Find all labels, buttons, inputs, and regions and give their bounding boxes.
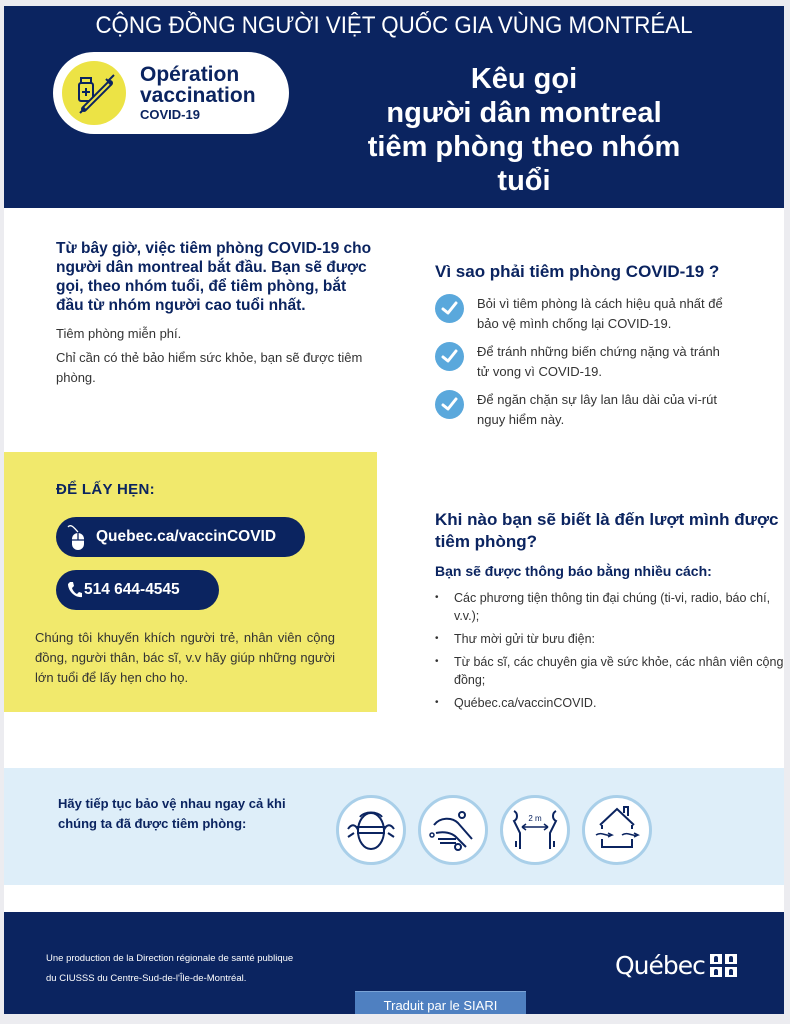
when-subtitle: Bạn sẽ được thông báo bằng nhiều cách: <box>435 563 712 579</box>
when-title: Khi nào bạn sẽ biết là đến lượt mình được tiêm phòng? <box>435 510 779 551</box>
phone-number: 514 644-4545 <box>84 581 180 598</box>
headline-line: người dân montreal <box>386 97 662 129</box>
why-section <box>435 260 735 438</box>
fleur-icon <box>725 954 737 964</box>
poster-page <box>4 6 784 1014</box>
why-item <box>435 294 735 334</box>
hand-washing-icon <box>418 795 488 865</box>
footer <box>4 912 784 1014</box>
checkmark-icon <box>435 390 464 419</box>
headline-line: tiêm phòng theo nhóm <box>367 131 681 163</box>
headline-line: tuổi <box>497 165 551 197</box>
header-banner <box>4 6 784 208</box>
when-section <box>435 509 784 717</box>
intro-lead: Từ bây giờ, việc tiêm phòng COVID-19 cho người dân montreal bắt đầu. Bạn sẽ được gọi, theo nhóm tuổi, để tiêm phòng, bắt đầu từ nhóm người cao tuổi nhất. <box>56 240 372 314</box>
fleur-icon <box>710 967 722 977</box>
vaccine-vial-syringe-icon <box>62 61 126 125</box>
mouse-icon <box>66 523 90 551</box>
siari-translation-button[interactable]: Traduit par le SIARI <box>355 991 526 1014</box>
headline <box>319 62 729 198</box>
protection-text: Hãy tiếp tục bảo vệ nhau ngay cả khi chúng ta đã được tiêm phòng: <box>58 796 286 831</box>
why-item-text: Để tránh những biến chứng nặng và tránh tử vong vì COVID-19. <box>477 344 720 379</box>
why-item-text: Bỏi vì tiêm phòng là cách hiệu quả nhất để bảo vệ mình chống lại COVID-19. <box>477 296 723 331</box>
why-list <box>435 294 735 430</box>
notification-item: • Từ bác sĩ, các chuyên gia về sức khỏe, các nhân viên cộng đồng; <box>435 653 784 689</box>
why-title: Vì sao phải tiêm phòng COVID-19 ? <box>435 262 720 281</box>
help-elders-note: Chúng tôi khuyến khích người trẻ, nhân viên cộng đồng, người thân, bác sĩ, v.v hãy giúp những người lớn tuổi để lấy hẹn cho họ. <box>35 630 335 685</box>
appointment-title: ĐỂ LẤY HẸN: <box>56 481 155 498</box>
phone-button[interactable] <box>56 570 219 610</box>
checkmark-icon <box>435 294 464 323</box>
why-item <box>435 342 735 382</box>
logo-line-3: COVID-19 <box>140 107 200 122</box>
notification-item: • Thư mời gửi từ bưu điện: <box>435 630 784 648</box>
appointment-box <box>4 452 377 712</box>
fleur-de-lis-flag-icon <box>710 954 737 977</box>
checkmark-icon <box>435 342 464 371</box>
quebec-logo <box>615 951 737 980</box>
notification-list <box>435 589 784 712</box>
website-link-button[interactable] <box>56 517 305 557</box>
fleur-icon <box>725 967 737 977</box>
ventilation-icon <box>582 795 652 865</box>
intro-section <box>56 239 376 388</box>
headline-line: Kêu gọi <box>470 63 578 95</box>
operation-vaccination-logo <box>53 52 289 134</box>
logo-text <box>140 64 256 124</box>
organization-title: CỘNG ĐỒNG NGƯỜI VIỆT QUỐC GIA VÙNG MONTRÉAL <box>95 12 693 39</box>
logo-line-2: vaccination <box>140 84 256 107</box>
fleur-icon <box>710 954 722 964</box>
credit-line: Une production de la Direction régionale de santé publique <box>46 953 294 964</box>
free-notice: Tiêm phòng miễn phí. <box>56 326 182 341</box>
why-item <box>435 390 735 430</box>
notification-item: • Các phương tiện thông tin đại chúng (ti-vi, radio, báo chí, v.v.); <box>435 589 784 625</box>
distance-icon <box>500 795 570 865</box>
phone-icon <box>67 581 83 599</box>
distance-label: 2 m <box>528 814 542 823</box>
why-item-text: Để ngăn chặn sự lây lan lâu dài của vi-rút nguy hiểm này. <box>477 392 717 427</box>
production-credit <box>46 949 346 989</box>
website-link-label: Quebec.ca/vaccinCOVID <box>96 528 277 545</box>
quebec-wordmark: Québec <box>615 951 705 980</box>
logo-line-1: Opération <box>140 63 240 86</box>
credit-line: du CIUSSS du Centre-Sud-de-l'Île-de-Montréal. <box>46 973 247 984</box>
notification-item: • Québec.ca/vaccinCOVID. <box>435 694 784 712</box>
protection-band <box>4 768 784 885</box>
mask-icon <box>336 795 406 865</box>
health-card-notice: Chỉ cần có thẻ bảo hiểm sức khỏe, bạn sẽ được tiêm phòng. <box>56 350 363 385</box>
